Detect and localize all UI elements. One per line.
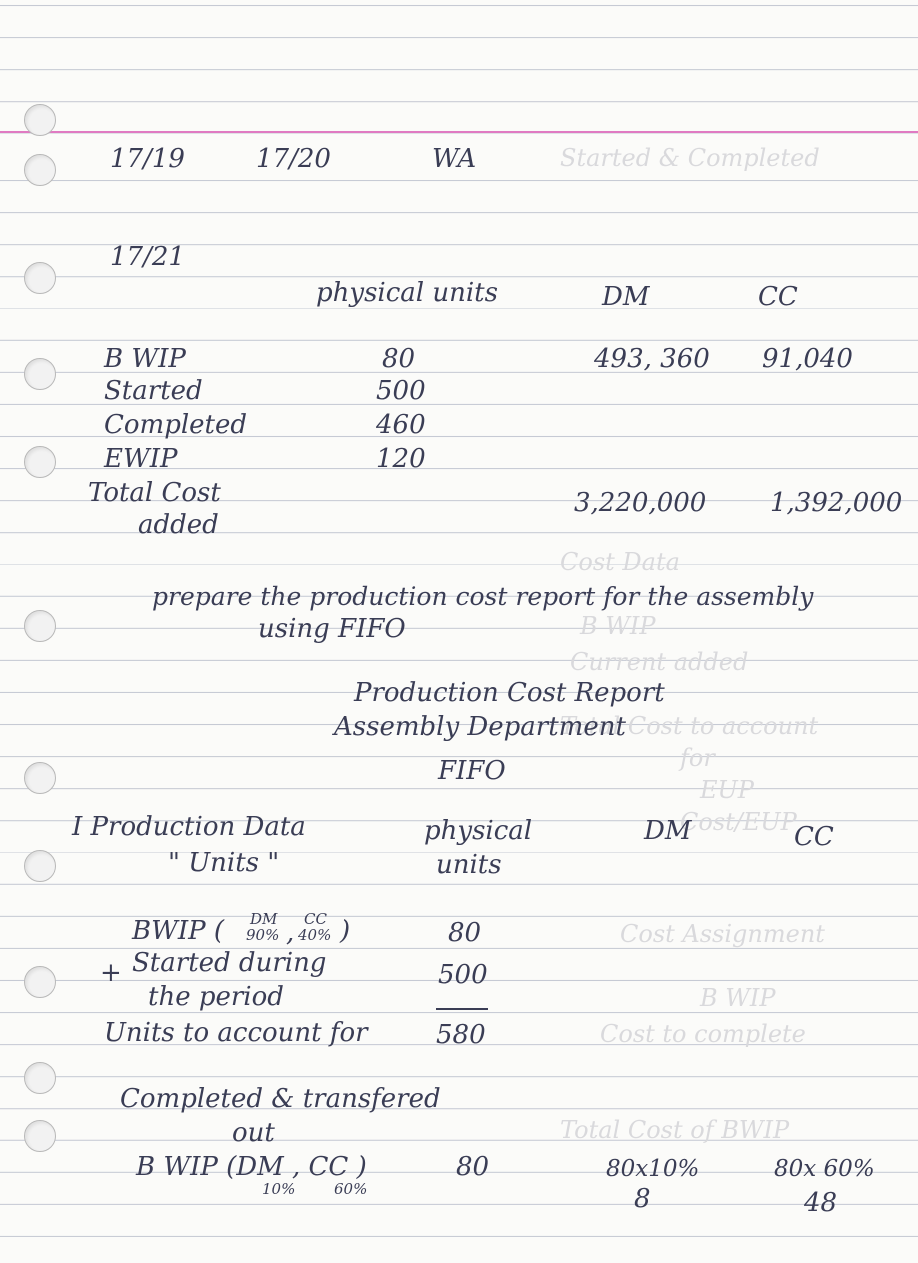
section-subtitle: " Units " xyxy=(168,848,280,878)
bleed-text: Cost/EUP xyxy=(680,808,797,836)
bleed-text: Total Cost to account xyxy=(560,712,819,740)
bwip-units: 80 xyxy=(448,918,482,948)
row-label: B WIP xyxy=(104,344,186,374)
bleed-text: Cost Assignment xyxy=(620,920,825,948)
bwip-dm-head: DM xyxy=(250,910,278,928)
bleed-text: Cost to complete xyxy=(600,1020,806,1048)
plus-sign: + xyxy=(100,958,122,988)
report-department: Assembly Department xyxy=(334,712,626,742)
row-label: added xyxy=(138,510,219,540)
row-label: Completed xyxy=(104,410,248,440)
started-units: 500 xyxy=(438,960,488,990)
binder-hole xyxy=(24,154,56,186)
binder-hole xyxy=(24,762,56,794)
binder-hole xyxy=(24,610,56,642)
report-method: FIFO xyxy=(438,756,506,786)
row-units: 500 xyxy=(376,376,426,406)
binder-hole xyxy=(24,104,56,136)
binder-hole xyxy=(24,262,56,294)
completed-label: Completed & transfered xyxy=(120,1084,441,1114)
bwip-dm-pct: 90% xyxy=(246,926,280,944)
binder-hole xyxy=(24,1120,56,1152)
col-header-dm: DM xyxy=(602,282,650,312)
bleed-text: Started & Completed xyxy=(560,144,820,172)
col-header-cc: CC xyxy=(758,282,798,312)
row-units: 120 xyxy=(376,444,426,474)
row-label: EWIP xyxy=(104,444,178,474)
margin-line xyxy=(0,131,918,133)
bleed-text: EUP xyxy=(700,776,754,804)
b-wip-cc-calc: 80x 60% xyxy=(774,1156,875,1182)
bwip-sep: , xyxy=(286,918,295,948)
binder-hole xyxy=(24,966,56,998)
bwip-cc-pct: 40% xyxy=(298,926,332,944)
bwip-close: ) xyxy=(340,916,351,946)
row-dm: 493, 360 xyxy=(594,344,710,374)
bleed-text: B WIP xyxy=(700,984,776,1012)
b-wip-dm-result: 8 xyxy=(634,1184,651,1214)
col-header-dm: DM xyxy=(644,816,692,846)
header-number: 17/20 xyxy=(256,144,331,174)
binder-hole xyxy=(24,1062,56,1094)
row-label: Total Cost xyxy=(88,478,221,508)
row-units: 460 xyxy=(376,410,426,440)
col-header-physical: physical xyxy=(424,816,533,846)
b-wip-label: B WIP (DM , CC ) xyxy=(136,1152,367,1182)
col-header-units: units xyxy=(436,850,502,880)
row-cc: 1,392,000 xyxy=(770,488,903,518)
col-header-physical-units: physical units xyxy=(316,278,498,308)
bleed-text: Cost Data xyxy=(560,548,680,576)
bleed-text: for xyxy=(680,744,715,772)
b-wip-cc-result: 48 xyxy=(804,1188,838,1218)
col-header-cc: CC xyxy=(794,822,834,852)
row-dm: 3,220,000 xyxy=(574,488,707,518)
started-label: the period xyxy=(148,982,284,1012)
account-units: 580 xyxy=(436,1020,486,1050)
header-number: WA xyxy=(432,144,477,174)
b-wip-units: 80 xyxy=(456,1152,490,1182)
bwip-label: BWIP ( xyxy=(132,916,225,946)
prompt-text: using FIFO xyxy=(258,614,406,644)
completed-label: out xyxy=(232,1118,275,1148)
bleed-text: B WIP xyxy=(580,612,656,640)
row-units: 80 xyxy=(382,344,416,374)
bleed-text: Total Cost of BWIP xyxy=(560,1116,790,1144)
account-label: Units to account for xyxy=(104,1018,368,1048)
started-label: Started during xyxy=(132,948,327,978)
row-cc: 91,040 xyxy=(762,344,853,374)
header-number: 17/19 xyxy=(110,144,185,174)
section-title: I Production Data xyxy=(72,812,306,842)
b-wip-dm-pct: 10% xyxy=(262,1180,296,1198)
b-wip-cc-pct: 60% xyxy=(334,1180,368,1198)
binder-hole xyxy=(24,850,56,882)
row-label: Started xyxy=(104,376,203,406)
report-title: Production Cost Report xyxy=(354,678,665,708)
prompt-text: prepare the production cost report for the assembly xyxy=(152,582,814,611)
b-wip-dm-calc: 80x10% xyxy=(606,1156,700,1182)
header-number: 17/21 xyxy=(110,242,185,272)
sum-underline xyxy=(436,1008,488,1010)
bleed-text: Current added xyxy=(570,648,749,676)
binder-hole xyxy=(24,446,56,478)
bwip-cc-head: CC xyxy=(304,910,327,928)
binder-hole xyxy=(24,358,56,390)
